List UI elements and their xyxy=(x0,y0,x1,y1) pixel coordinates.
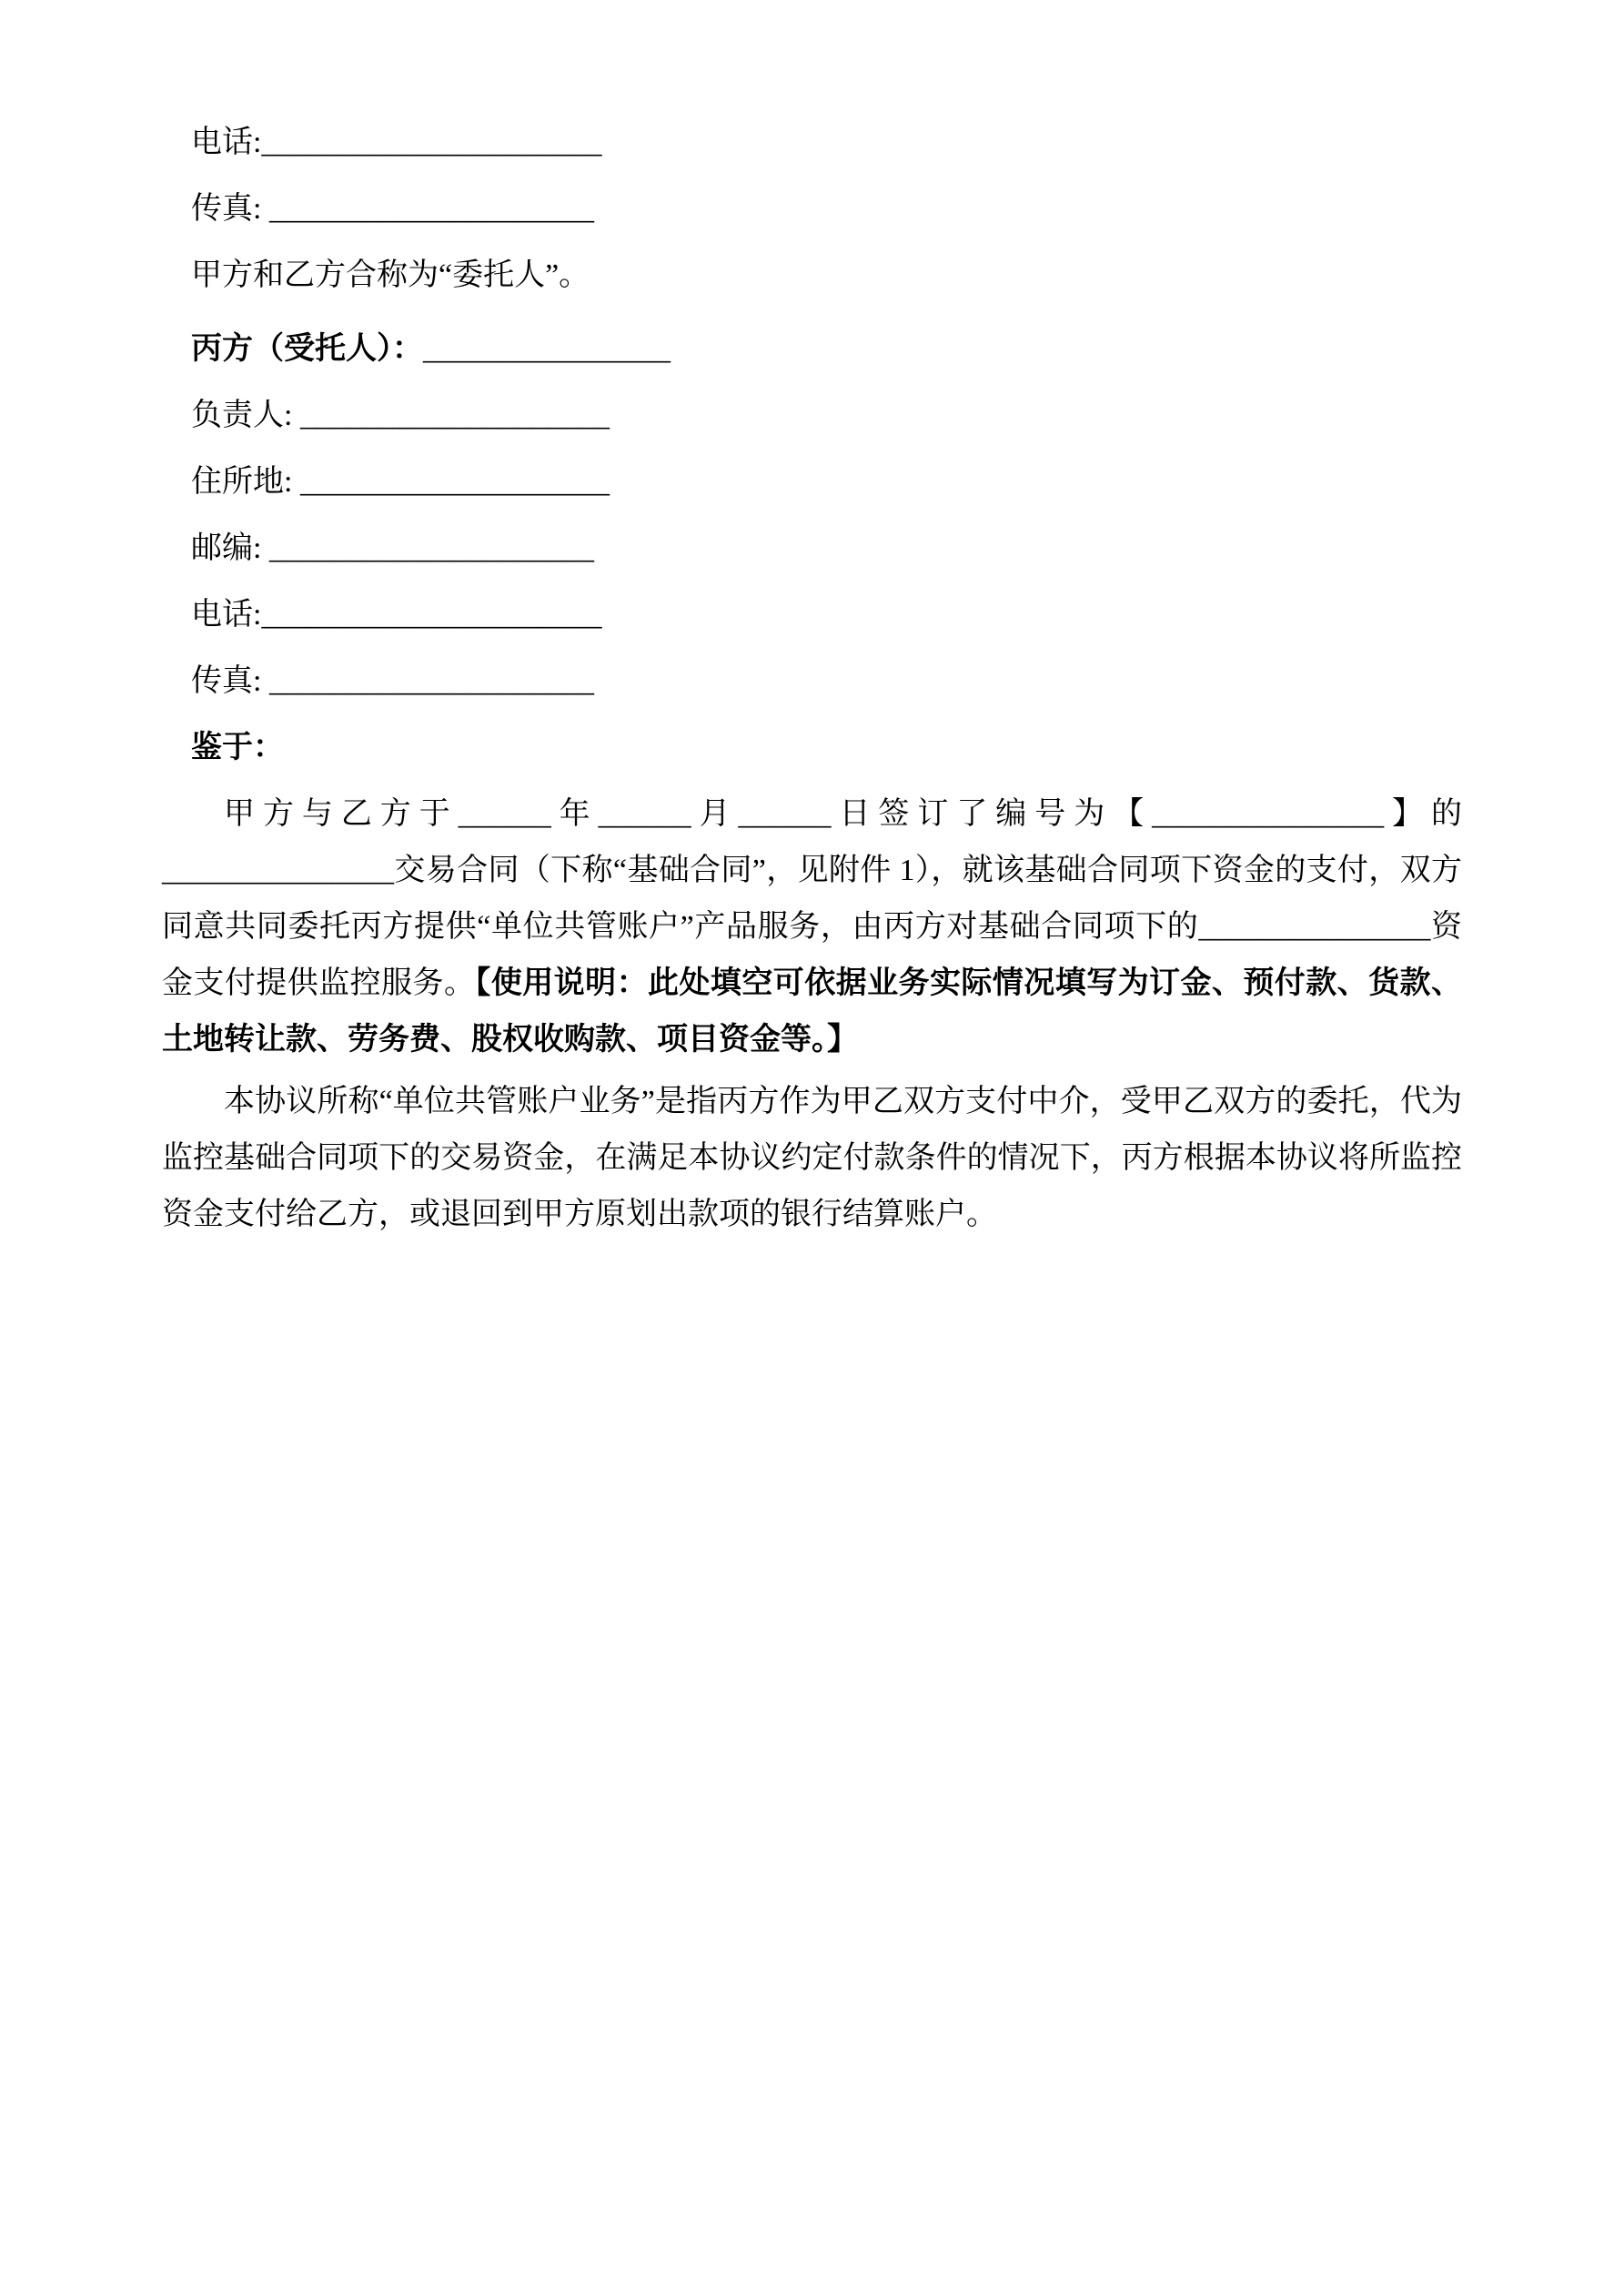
fill-in-blank-address: ____________________ xyxy=(299,465,610,499)
fill-in-blank-phone: ______________________ xyxy=(261,126,602,159)
field-label-phone: 电话: xyxy=(191,126,262,159)
whereas-heading-text: 鉴于： xyxy=(191,731,284,764)
party-c-label: 丙方（受托人）： xyxy=(191,332,423,366)
fill-in-blank-fax: _____________________ xyxy=(268,192,594,226)
field-label-postcode: 邮编: xyxy=(191,531,269,565)
party-c-heading xyxy=(191,316,1462,382)
definition-text: 本协议所称“单位共管账户业务”是指丙方作为甲乙双方支付中介，受甲乙双方的委托，代为监控基础合同项下的交易资金，在满足本协议约定付款条件的情况下，丙方根据本协议将所监控资金支付给乙方，或退回到甲方原划出款项的银行结算账户。 xyxy=(162,1085,1462,1231)
field-label-principal: 负责人: xyxy=(191,399,300,432)
whereas-heading xyxy=(191,714,1462,781)
field-address xyxy=(191,449,1462,515)
fill-in-blank-phone-c: ______________________ xyxy=(261,598,602,632)
field-fax-party-c xyxy=(191,648,1462,714)
field-principal xyxy=(191,382,1462,449)
field-phone-party-ab xyxy=(191,109,1462,176)
note-party-ab xyxy=(191,242,1462,308)
field-label-fax-c: 传真: xyxy=(191,664,269,698)
field-fax-party-ab xyxy=(191,176,1462,242)
recital-text: 甲方与乙方于______年______月______日签订了编号为【_______________】的_______________交易合同（下称“基础合同”，见附件 1），就该基础合同项下资金的支付，双方同意共同委托丙方提供“单位共管账户”产品服务，由丙方对基础合同项下的_______________资金支付提供监控服务。 xyxy=(162,797,1462,1000)
fill-in-blank-party-c: ________________ xyxy=(423,332,671,366)
field-postcode xyxy=(191,515,1462,582)
paragraph-recitals xyxy=(162,786,1462,1068)
field-phone-party-c xyxy=(191,582,1462,648)
paragraph-definition xyxy=(162,1074,1462,1243)
usage-note-text: 【使用说明：此处填空可依据业务实际情况填写为订金、预付款、货款、土地转让款、劳务费、股权收购款、项目资金等。】 xyxy=(162,966,1462,1057)
fill-in-blank-fax-c: _____________________ xyxy=(268,664,594,698)
field-label-phone-c: 电话: xyxy=(191,598,262,632)
field-label-fax: 传真: xyxy=(191,192,269,226)
fill-in-blank-postcode: _____________________ xyxy=(268,531,594,565)
note-party-ab-text: 甲方和乙方合称为“委托人”。 xyxy=(191,258,590,292)
field-label-address: 住所地: xyxy=(191,465,300,499)
fill-in-blank-principal: ____________________ xyxy=(299,399,610,432)
